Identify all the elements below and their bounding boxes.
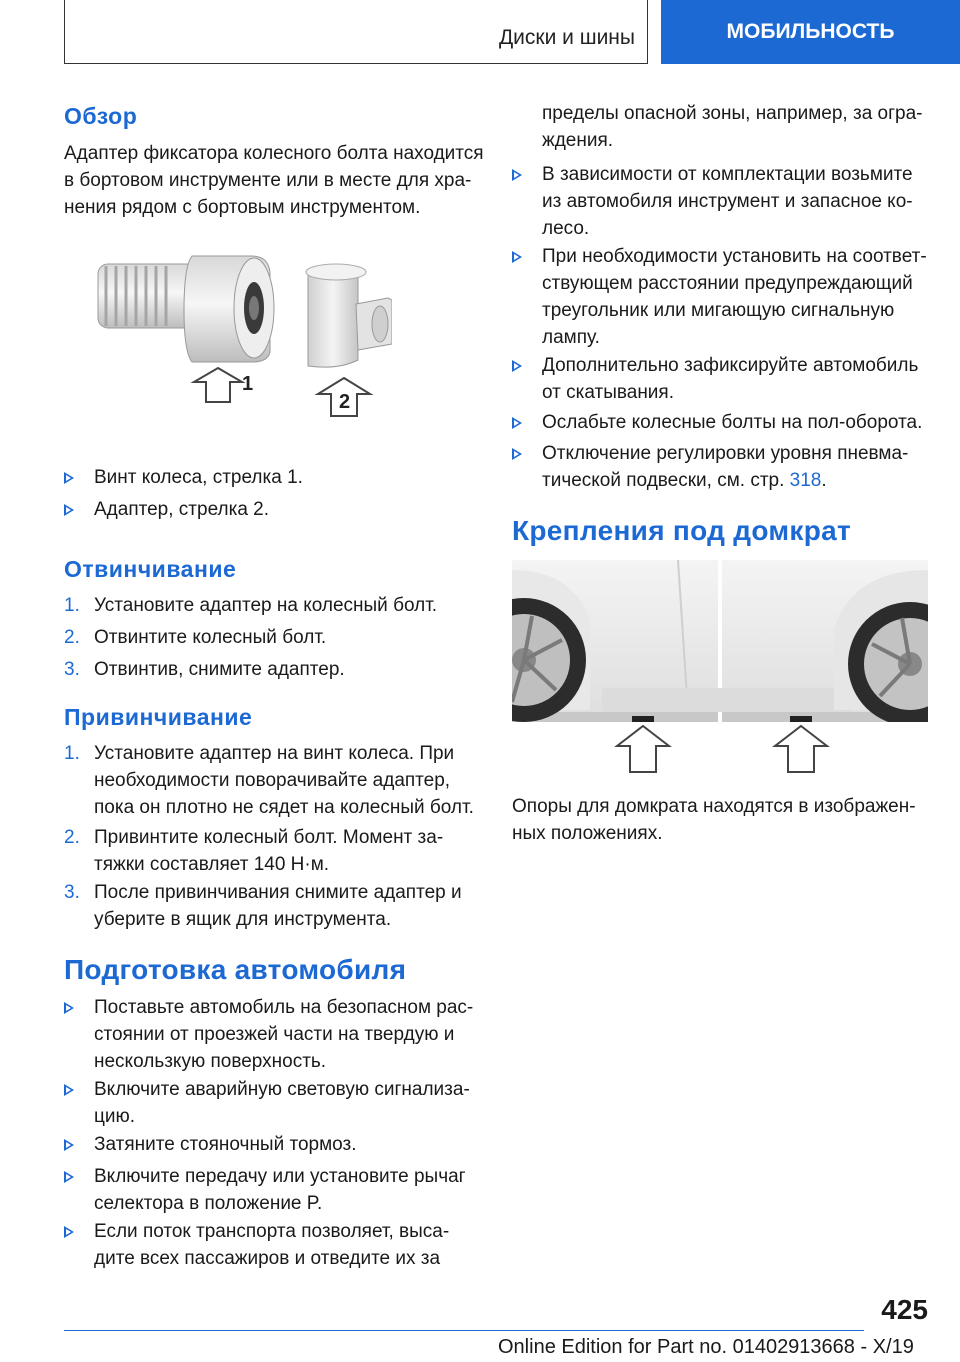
screw-title: Привинчивание: [64, 704, 253, 730]
overview-line: в бортовом инструменте или в месте для хра-: [64, 170, 472, 191]
overview-line: Адаптер фиксатора колесного болта находится: [64, 143, 484, 164]
bullet-triangle-icon: [64, 1131, 88, 1158]
step-number: 3.: [64, 659, 80, 680]
overview-line: нения рядом с бортовым инструментом.: [64, 197, 421, 218]
prep-title: Подготовка автомобиля: [64, 954, 407, 985]
figure-label-1: 1: [242, 373, 254, 395]
header-chapter-box: [64, 0, 648, 64]
step-number: 1.: [64, 743, 80, 764]
footer-edition: Online Edition for Part no. 01402913668 - X/19: [498, 1336, 914, 1358]
page-number: 425: [881, 1294, 928, 1325]
jack-title: Крепления под домкрат: [512, 515, 852, 546]
step-number: 1.: [64, 595, 80, 616]
bolt-adapter: [306, 264, 392, 367]
bullet-triangle-icon: [64, 496, 88, 523]
prep-continuation: пределы опасной зоны, например, за огра- ждения.: [542, 103, 923, 151]
bullet-triangle-icon: [512, 161, 536, 188]
page-ref-link[interactable]: 318: [789, 470, 822, 491]
wheel-bolt: [98, 256, 274, 362]
bullet-triangle-icon: [512, 352, 536, 379]
figure-label-2: 2: [339, 391, 351, 413]
bullet-triangle-icon: [64, 464, 88, 491]
footer-divider: [64, 1330, 864, 1331]
bullet-triangle-icon: [64, 994, 88, 1021]
bullet-triangle-icon: [512, 243, 536, 270]
jack-caption: Опоры для домкрата находятся в изображен- ных положениях.: [512, 796, 916, 844]
step-number: 3.: [64, 882, 80, 903]
bolt-adapter-figure: [92, 252, 392, 437]
bullet-triangle-icon: [64, 1163, 88, 1190]
header-chapter-title: Диски и шины: [498, 26, 635, 49]
bullet-triangle-icon: [64, 1218, 88, 1245]
header-section-tab: МОБИЛЬНОСТЬ: [661, 0, 960, 64]
step-number: 2.: [64, 627, 80, 648]
bullet-triangle-icon: [512, 440, 536, 467]
unscrew-title: Отвинчивание: [64, 556, 237, 582]
bullet-triangle-icon: [64, 1076, 88, 1103]
bullet-triangle-icon: [512, 409, 536, 436]
step-number: 2.: [64, 827, 80, 848]
overview-title: Обзор: [64, 103, 138, 129]
overview-text: [64, 140, 494, 221]
jack-points-figure: [512, 560, 928, 778]
